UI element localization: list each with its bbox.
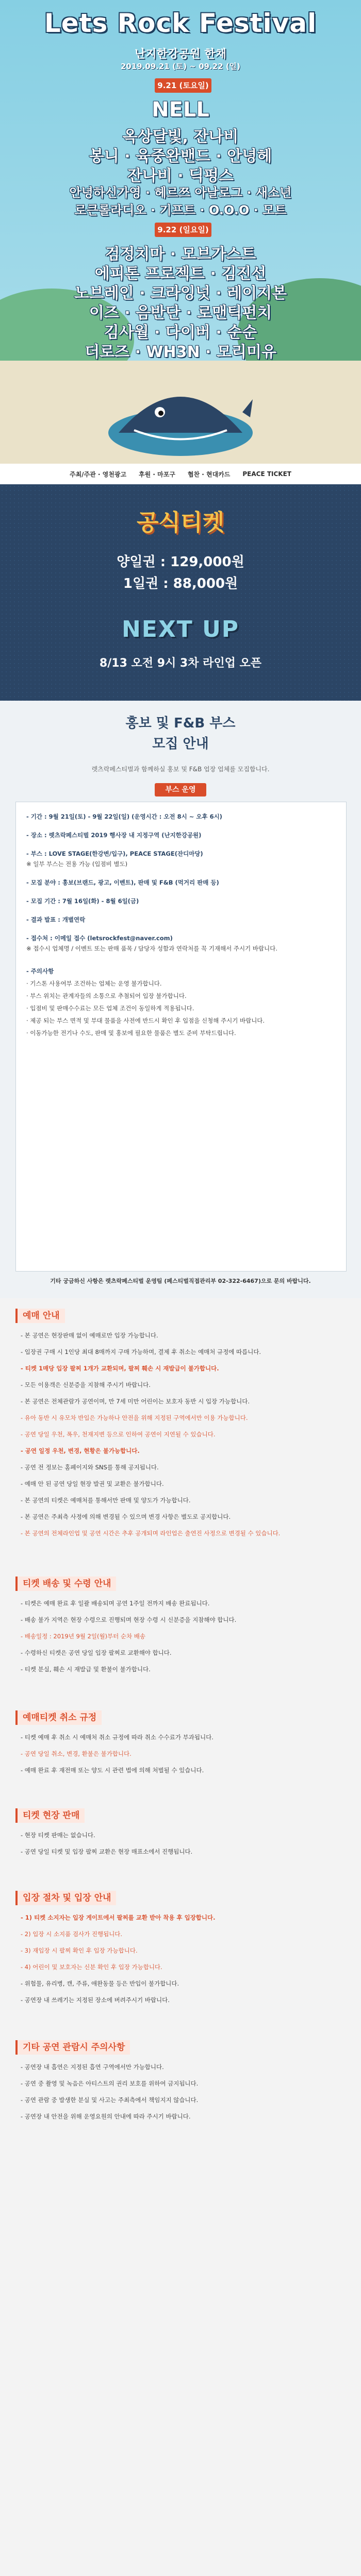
notice-row: - 예매 완료 후 재전매 또는 양도 시 관련 법에 의해 처벌될 수 있습니다. [21, 1767, 204, 1774]
notice-row: - 티켓 예매 후 취소 시 예매처 취소 규정에 따라 취소 수수료가 부과됩니다. [21, 1734, 214, 1741]
notice-row: - 본 공연은 주최측 사정에 의해 변경될 수 있으며 변경 사항은 별도로 공지합니다. [21, 1513, 231, 1520]
notice-row: - 입장권 구매 시 1인당 최대 8매까지 구매 가능하며, 결제 후 취소는 예매처 규정에 따릅니다. [21, 1348, 261, 1355]
day1-row: 잔나비 · 딕펑스 [127, 167, 234, 185]
notice-heading: 기타 공연 관람시 주의사항 [15, 2040, 130, 2055]
notice-row: - 티켓 1매당 입장 팔찌 1개가 교환되며, 팔찌 훼손 시 재발급이 불가합니다. [21, 1365, 219, 1372]
notice-row: - 3) 재입장 시 팔찌 확인 후 입장 가능합니다. [21, 1947, 138, 1954]
notice-row: - 공연 당일 취소, 변경, 환불은 불가합니다. [21, 1750, 132, 1757]
promo-detail: - 모집 기간 : 7월 16일(화) - 8월 6일(금) [26, 897, 139, 905]
notice-row: - 모든 이용객은 신분증을 지참해 주시기 바랍니다. [21, 1381, 151, 1388]
notice-heading: 티켓 현장 판매 [15, 1808, 85, 1823]
notice-row: - 공연 관람 중 발생한 분실 및 사고는 주최측에서 책임지지 않습니다. [21, 2096, 199, 2104]
whale-illustration [103, 371, 258, 459]
notice-row: - 공연 일정 우천, 변경, 현황은 불가능합니다. [21, 1447, 140, 1454]
price-one-day: 1일권 : 88,000원 [123, 576, 238, 591]
festival-poster [0, 0, 361, 484]
poster-dates: 2019.09.21 (토) ~ 09.22 (일) [120, 62, 241, 71]
notice-heading: 티켓 배송 및 수령 안내 [15, 1577, 116, 1591]
promo-detail: - 접수처 : 이메일 접수 (letsrockfest@naver.com) [26, 935, 173, 942]
sponsor-logo: 후원 · 마포구 [139, 470, 175, 478]
price-two-day: 양일권 : 129,000원 [117, 554, 244, 570]
promo-detail: ※ 일부 부스는 전용 가능 (입점비 별도) [26, 860, 128, 868]
sponsor-logo: 주최/주관 · 영천광고 [70, 470, 127, 478]
notice-row: - 공연 전 정보는 홈페이지와 SNS를 통해 공지됩니다. [21, 1464, 159, 1471]
promo-detail: - 모집 분야 : 홍보(브랜드, 광고, 이벤트), 판매 및 F&B (먹거리 판매 등) [26, 879, 219, 886]
notice-row: - 공연장 내 안전을 위해 운영요원의 안내에 따라 주시기 바랍니다. [21, 2113, 191, 2120]
notice-heading: 예매티켓 취소 규정 [15, 1710, 102, 1725]
notices-section [0, 1298, 361, 2576]
sponsor-bar [0, 464, 361, 484]
promo-details-box [15, 802, 347, 1272]
promo-title-line: 모집 안내 [152, 736, 209, 752]
notice-row: - 현장 티켓 판매는 없습니다. [21, 1832, 95, 1839]
promo-detail: - 주의사항 [26, 968, 54, 975]
notice-row: - 본 공연은 전체관람가 공연이며, 만 7세 미만 어린이는 보호자 동반 시 입장 가능합니다. [21, 1398, 250, 1405]
day2-row: 노브레인 · 크라잉넛 · 레이지본 [74, 284, 287, 302]
notice-row: - 4) 어린이 및 보호자는 신분 확인 후 입장 가능합니다. [21, 1963, 162, 1971]
promo-detail: - 장소 : 렛츠락페스티벌 2019 행사장 내 지정구역 (난지한강공원) [26, 832, 202, 839]
day2-row: 이즈 · 음반단 · 로맨틱펀치 [89, 304, 272, 322]
day2-row: 더로즈 · WH3N · 모리미유 [85, 343, 276, 361]
day1-row: 봉니 · 육중완밴드 · 안녕헤 [89, 147, 272, 165]
ticket-title: 공식티켓 [136, 510, 224, 536]
notice-row: - 2) 입장 시 소지품 검사가 진행됩니다. [21, 1930, 123, 1938]
promo-section [0, 701, 361, 1298]
notice-heading: 예매 안내 [15, 1309, 65, 1323]
day1-row: 안녕하신가영 · 헤르쯔 아날로그 · 새소년 [69, 185, 292, 200]
promo-detail: - 결과 발표 : 개별연락 [26, 916, 86, 923]
notice-row: - 유아 동반 시 유모차 반입은 가능하나 안전을 위해 지정된 구역에서만 이용 가능합니다. [21, 1414, 248, 1421]
day2-row: 에피톤 프로젝트 · 김진선 [94, 265, 267, 283]
promo-description: 렛츠락페스티벌과 함께하실 홍보 및 F&B 업장 업체를 모집합니다. [91, 766, 270, 773]
day2-tag: 9.22 (일요일) [155, 223, 211, 237]
next-up-title: NEXT UP [121, 616, 240, 642]
notice-row: - 위험물, 유리병, 캔, 주류, 애완동물 등은 반입이 불가합니다. [21, 1980, 179, 1987]
notice-heading: 입장 절차 및 입장 안내 [15, 1891, 116, 1905]
sponsor-logo: PEACE TICKET [242, 470, 291, 478]
notice-row: - 본 공연은 현장판매 없이 예매로만 입장 가능합니다. [21, 1332, 158, 1339]
notice-row: - 공연장 내 쓰레기는 지정된 장소에 버려주시기 바랍니다. [21, 1996, 170, 2004]
promo-detail: ※ 접수시 업체명 / 이벤트 또는 판매 품목 / 담당자 성함과 연락처를 꼭 기재해서 주시기 바랍니다. [26, 945, 277, 952]
poster-subtitle: 난지한강공원 한채 [135, 48, 226, 61]
promo-title [0, 713, 361, 754]
booth-badge: 부스 운영 [155, 783, 206, 796]
day1-row: 옥상달빛, 잔나비 [122, 128, 239, 146]
notice-row: - 본 공연의 전체라인업 및 공연 시간은 추후 공개되며 라인업은 출연진 사정으로 변경될 수 있습니다. [21, 1530, 281, 1537]
promo-detail: - 기간 : 9월 21일(토) - 9월 22일(일) (운영시간 : 오전 8시 ~ 오후 6시) [26, 813, 222, 820]
notice-row: - 배송일정 : 2019년 9월 2일(월)부터 순차 배송 [21, 1633, 146, 1640]
day2-row: 김사월 · 다이버 · 순순 [104, 324, 257, 342]
sponsor-logo: 협찬 · 현대카드 [187, 470, 231, 478]
day1-row: 로큰롤라디오 · 기프트 · O.O.O · 모트 [74, 203, 287, 217]
promo-detail: · 이동가능한 전기나 수도, 판매 및 홍보에 필요한 물품은 별도 준비 부탁드립니다. [26, 1029, 236, 1037]
promo-title-line: 홍보 및 F&B 부스 [125, 716, 236, 731]
ticket-section [0, 484, 361, 701]
promo-detail: - 부스 : LOVE STAGE(한강변/입구), PEACE STAGE(잔디마당) [26, 850, 203, 857]
notice-row: - 예매 안 된 공연 당일 현장 발권 및 교환은 불가합니다. [21, 1480, 164, 1487]
promo-detail: · 제공 되는 부스 면적 및 부대 물품을 사전에 반드시 확인 후 입점을 신청해 주시기 바랍니다. [26, 1017, 265, 1024]
promo-contact: 기타 궁금하신 사항은 렛츠락페스티벌 운영팀 (페스티벌직접관리부 02-322-6467)으로 문의 바랍니다. [50, 1278, 311, 1284]
promo-detail: · 입점비 및 판매수수료는 모든 업체 조건이 동일하게 적용됩니다. [26, 1005, 194, 1012]
promo-detail: · 부스 위치는 관계자들의 소통으로 추첨되어 입장 불가합니다. [26, 992, 187, 999]
notice-row: - 공연 당일 우천, 폭우, 천재지변 등으로 인하여 공연이 지연될 수 있습니다. [21, 1431, 216, 1438]
notice-row: - 수령하신 티켓은 공연 당일 입장 팔찌로 교환해야 합니다. [21, 1649, 172, 1656]
day1-tag: 9.21 (토요일) [155, 78, 211, 93]
notice-row: - 공연장 내 흡연은 지정된 흡연 구역에서만 가능합니다. [21, 2063, 164, 2071]
notice-row: - 본 공연의 티켓은 예매처를 통해서만 판매 및 양도가 가능합니다. [21, 1497, 191, 1504]
notice-row: - 공연 당일 티켓 및 입장 팔찌 교환은 현장 매표소에서 진행됩니다. [21, 1848, 193, 1855]
notice-row: - 공연 중 촬영 및 녹음은 아티스트의 권리 보호를 위하여 금지됩니다. [21, 2080, 199, 2087]
day1-headliner: NELL [152, 98, 209, 122]
promo-detail: · 기스톤 사용여부 조건하는 업체는 운영 불가합니다. [26, 980, 162, 987]
notice-row: - 티켓은 예매 완료 후 일괄 배송되며 공연 1주일 전까지 배송 완료됩니다. [21, 1600, 210, 1607]
notice-row: - 티켓 분실, 훼손 시 재발급 및 환불이 불가합니다. [21, 1666, 151, 1673]
notice-row: - 배송 불가 지역은 현장 수령으로 진행되며 현장 수령 시 신분증을 지참해야 합니다. [21, 1616, 237, 1623]
day2-row: 검정치마 · 모브가스트 [105, 245, 256, 263]
notice-row: - 1) 티켓 소지자는 입장 게이트에서 팔찌를 교환 받아 착용 후 입장합니다. [21, 1914, 216, 1921]
next-up-info: 8/13 오전 9시 3차 라인업 오픈 [99, 657, 262, 670]
poster-title: Lets Rock Festival [44, 8, 317, 38]
